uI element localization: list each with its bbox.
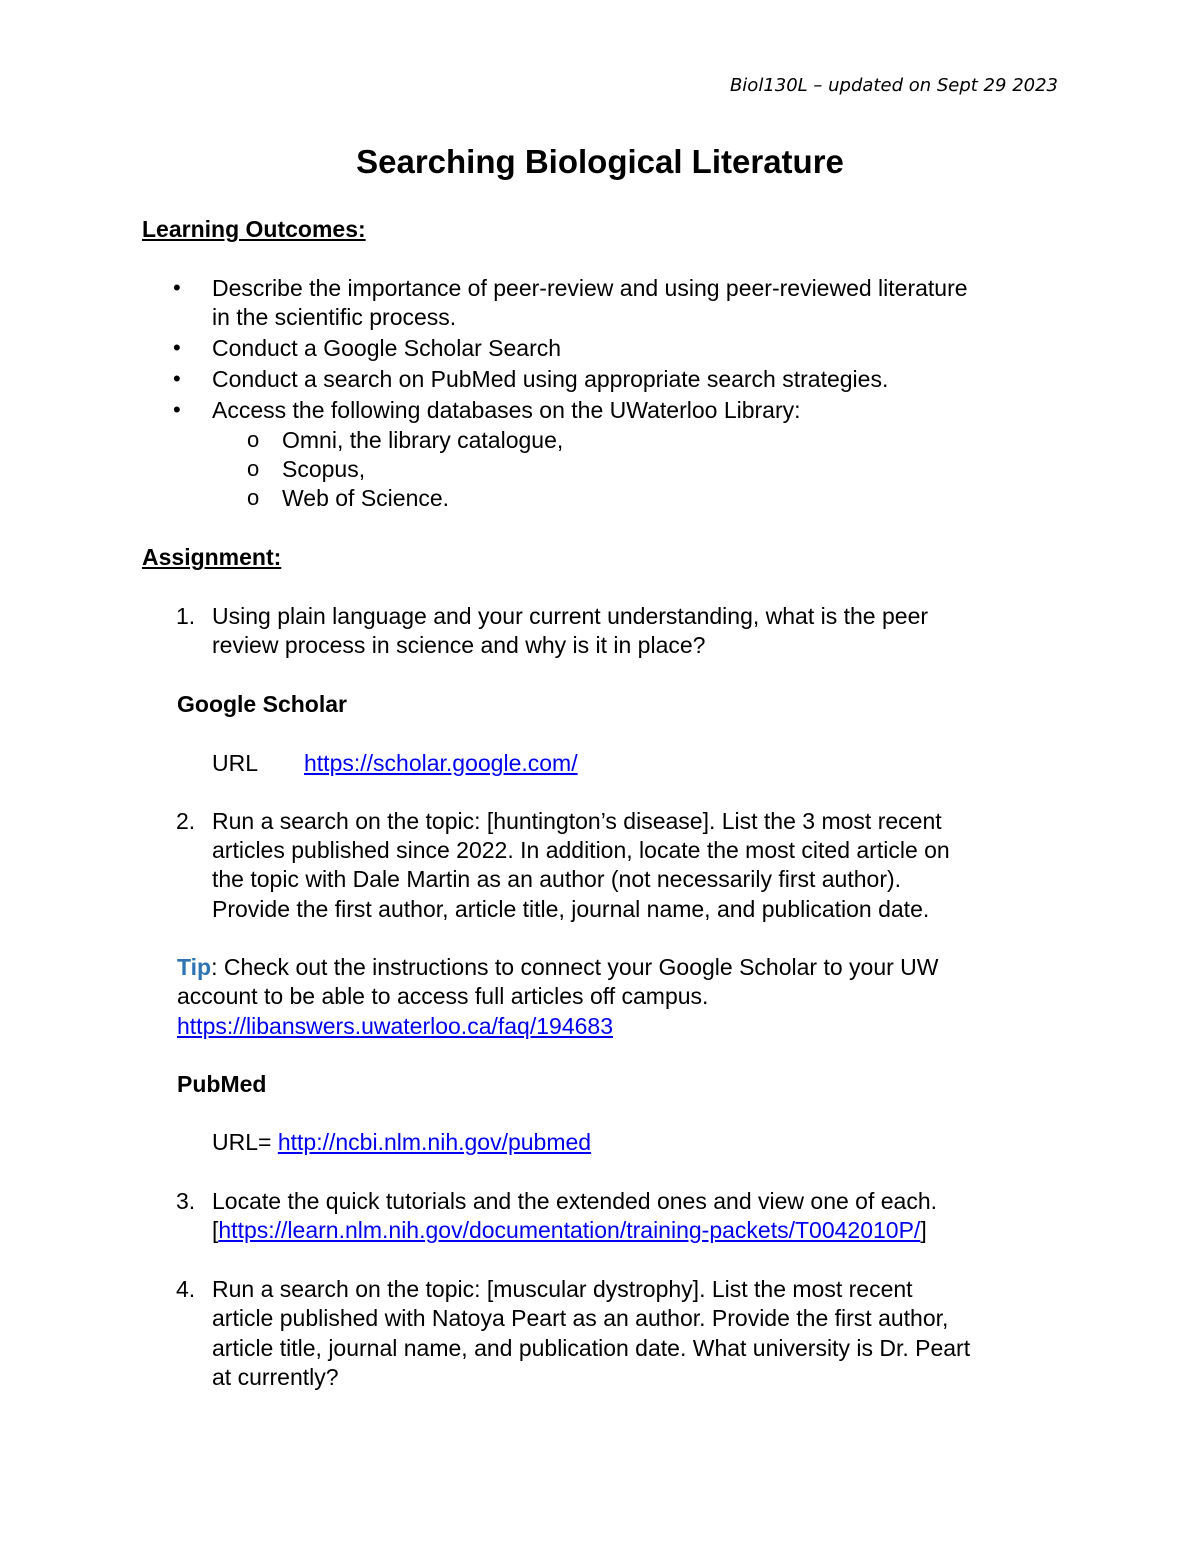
list-item: Describe the importance of peer-review and using peer-reviewed literature <box>212 275 968 301</box>
pubmed-url-label: URL= <box>212 1129 272 1155</box>
google-scholar-link[interactable]: https://scholar.google.com/ <box>304 750 578 776</box>
question-4-text-continuation: at currently? <box>212 1364 339 1390</box>
google-scholar-heading: Google Scholar <box>177 691 347 717</box>
question-4-text: Run a search on the topic: [muscular dystrophy]. List the most recent <box>212 1276 913 1302</box>
pubmed-url-paragraph <box>212 1127 591 1157</box>
close-bracket: ] <box>920 1217 927 1243</box>
question-1-text: Using plain language and your current understanding, what is the peer <box>212 603 929 629</box>
nlm-training-link[interactable]: https://learn.nlm.nih.gov/documentation/training-packets/T0042010P/ <box>218 1217 921 1243</box>
libanswers-link[interactable]: https://libanswers.uwaterloo.ca/faq/194683 <box>177 1013 613 1039</box>
sub-list-item: Web of Science. <box>282 485 450 511</box>
sub-bullet-icon: o <box>247 456 260 481</box>
tip-text-continuation: account to be able to access full articles off campus. <box>177 983 709 1009</box>
question-number: 3. <box>176 1188 196 1214</box>
question-3-text: Locate the quick tutorials and the extended ones and view one of each. <box>212 1188 938 1214</box>
sub-list-item: Scopus, <box>282 456 366 482</box>
sub-list-item: Omni, the library catalogue, <box>282 427 564 453</box>
question-2-text-continuation: Provide the first author, article title, journal name, and publication date. <box>212 896 930 922</box>
google-scholar-url-label: URL <box>212 750 259 776</box>
list-item: Conduct a search on PubMed using appropriate search strategies. <box>212 366 889 392</box>
question-2-text-continuation: the topic with Dale Martin as an author (not necessarily first author). <box>212 866 902 892</box>
bullet-icon: • <box>173 366 181 391</box>
page-title: Searching Biological Literature <box>356 143 844 180</box>
open-bracket: [ <box>212 1217 219 1243</box>
question-2-text: Run a search on the topic: [huntington’s disease]. List the 3 most recent <box>212 808 942 834</box>
learning-outcomes-heading: Learning Outcomes: <box>142 216 366 242</box>
list-item: Conduct a Google Scholar Search <box>212 335 562 361</box>
pubmed-heading: PubMed <box>177 1071 267 1097</box>
list-item: Access the following databases on the UWaterloo Library: <box>212 397 801 423</box>
bullet-icon: • <box>173 275 181 300</box>
question-2-text-continuation: articles published since 2022. In addition, locate the most cited article on <box>212 837 950 863</box>
list-item-continuation: in the scientific process. <box>212 304 457 330</box>
assignment-heading: Assignment: <box>142 544 282 570</box>
sub-bullet-icon: o <box>247 485 260 510</box>
question-1-text-continuation: review process in science and why is it in place? <box>212 632 706 658</box>
question-4-text-continuation: article published with Natoya Peart as an author. Provide the first author, <box>212 1305 949 1331</box>
question-3-link-line <box>212 1215 927 1245</box>
header-note: Biol130L – updated on Sept 29 2023 <box>729 75 1058 96</box>
tip-label: Tip <box>177 954 212 980</box>
question-number: 2. <box>176 808 196 834</box>
sub-bullet-icon: o <box>247 427 260 452</box>
bullet-icon: • <box>173 335 181 360</box>
tip-paragraph <box>177 952 939 982</box>
question-4-text-continuation: article title, journal name, and publication date. What university is Dr. Peart <box>212 1335 971 1361</box>
pubmed-link[interactable]: http://ncbi.nlm.nih.gov/pubmed <box>277 1129 592 1155</box>
question-number: 1. <box>176 603 196 629</box>
tip-text: : Check out the instructions to connect your Google Scholar to your UW <box>211 954 939 980</box>
question-number: 4. <box>176 1276 196 1302</box>
bullet-icon: • <box>173 397 181 422</box>
